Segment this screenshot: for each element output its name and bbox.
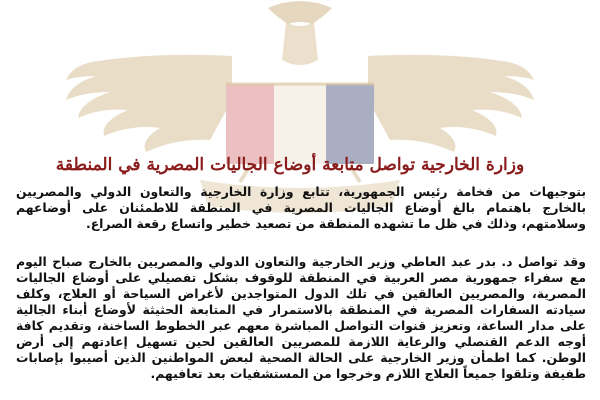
- page-title: وزارة الخارجية تواصل متابعة أوضاع الجاليات المصرية في المنطقة: [55, 155, 525, 176]
- paragraph-1: بتوجيهات من فخامة رئيس الجمهورية، تتابع وزارة الخارجية والتعاون الدولي والمصريين بالخارج باهتمام بالغ أوضاع الجاليات المصرية في المنطقة للاطمئنان على أوضاعهم وسلامتهم، وذلك في ظل ما تشهده المنطقة من تصعيد خطير واتساع رقعة الصراع.: [16, 184, 586, 231]
- paragraph-2: وقد تواصل د. بدر عبد العاطي وزير الخارجية والتعاون الدولي والمصريين بالخارج صباح اليوم مع سفراء جمهورية مصر العربية في المنطقة للوقوف بشكل تفصيلي على أوضاع الجاليات المصرية، والمصريين العالقين في تلك الدول المتواجدين لأغراض السياحة أو العلاج، وكلف سيادته السفارات المصرية في المنطقة بالاستمرار في المتابعة الحثيثة لأوضاع أبناء الجالية على مدار الساعة، وتعزيز قنوات التواصل المباشرة معهم عبر الخطوط الساخنة، وتقديم كافة أوجه الدعم القنصلي والرعاية اللازمة للمصريين العالقين لحين تسهيل إعادتهم إلى أرض الوطن. كما اطمأن وزير الخارجية على الحالة الصحية لبعض المواطنين الذين أصيبوا بإصابات طفيفة وتلقوا جميعاً العلاج اللازم وخرجوا من المستشفيات بعد تعافيهم.: [16, 254, 586, 381]
